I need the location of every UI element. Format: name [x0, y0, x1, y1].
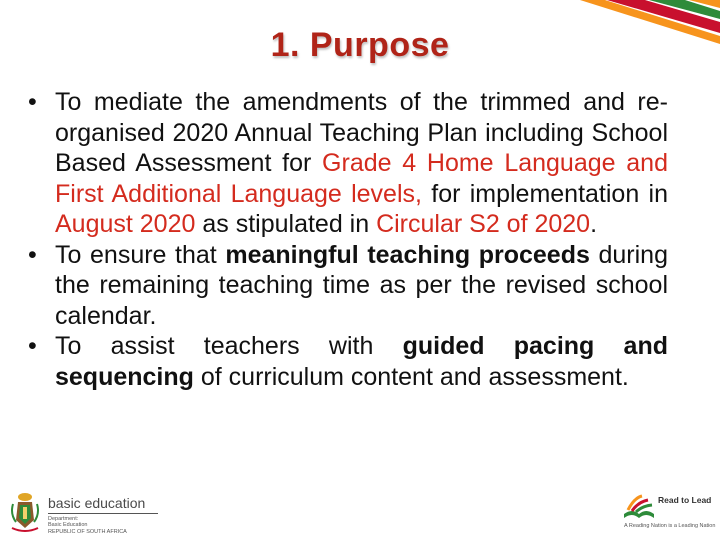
bullet-text: To assist teachers with [55, 332, 403, 360]
bold-text: meaningful teaching proceeds [225, 240, 590, 269]
bold-text: guided pacing and sequencing [55, 332, 669, 391]
dbe-logo-sub-1: Department: [48, 516, 79, 522]
bullet-text: as stipulated in [195, 210, 377, 238]
bullet-text: for implementation in [421, 179, 668, 208]
dbe-logo-text [48, 490, 158, 535]
read-to-lead-tagline: A Reading Nation is a Leading Nation [624, 523, 716, 529]
dbe-logo [8, 490, 158, 534]
dbe-logo-divider [48, 513, 158, 514]
bullet-text: of curriculum content and assessment. [193, 362, 629, 391]
open-book-icon [622, 490, 656, 522]
dbe-logo-title: basic education [48, 495, 146, 511]
bullet-text: To mediate the amendments of the trimmed and re-organised 2020 Annual Teaching Plan including School Based Assessment for [55, 88, 668, 177]
bullet-item [28, 87, 668, 240]
bullet-text: To ensure that [55, 240, 226, 269]
bullet-marker: • [28, 240, 37, 269]
highlighted-text: Grade 4 Home Language and First Additional Language levels, [55, 149, 668, 208]
bullet-marker: • [28, 332, 37, 360]
dbe-logo-sub-3: REPUBLIC OF SOUTH AFRICA [48, 528, 127, 535]
dbe-logo-sub-2: Basic Education [48, 522, 88, 529]
bullet-marker: • [28, 88, 37, 116]
read-to-lead-title: Read to Lead [658, 495, 712, 505]
slide-title: 1. Purpose [270, 26, 450, 64]
bullet-item [28, 240, 668, 332]
highlighted-text: Circular S2 of 2020 [376, 210, 591, 238]
bullet-item [28, 331, 668, 392]
bullet-text: . [590, 210, 598, 238]
highlighted-text: August 2020 [55, 210, 196, 238]
read-to-lead-logo [618, 488, 716, 538]
bullet-text: during the remaining teaching time as per the revised school calendar. [55, 240, 668, 330]
sa-coat-of-arms-icon [8, 490, 42, 534]
bullet-list [28, 87, 668, 392]
